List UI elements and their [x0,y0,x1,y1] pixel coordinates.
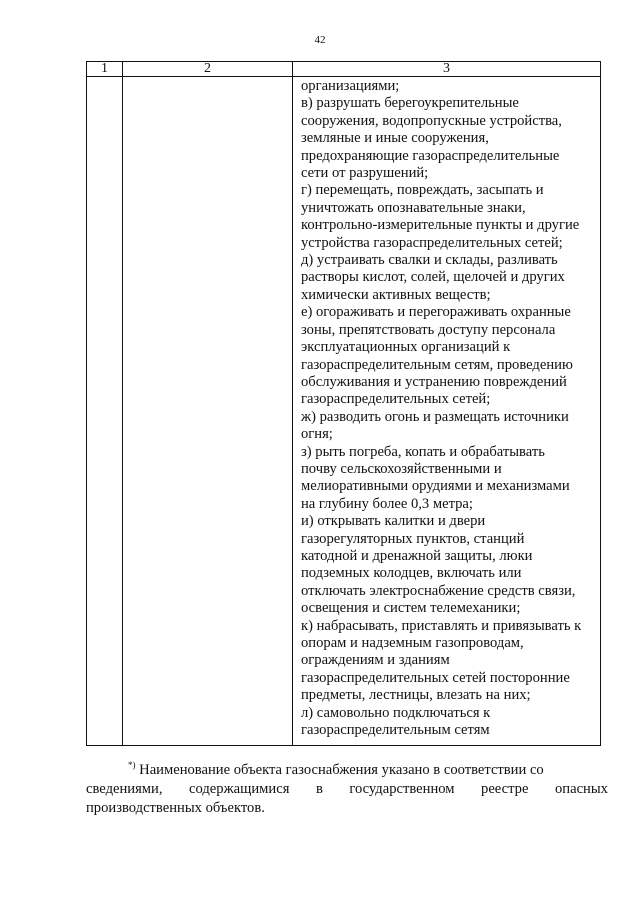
list-item: огня; [301,426,333,443]
list-item: на глубину более 0,3 метра; [301,495,473,512]
column-header-1: 1 [87,62,123,77]
footnote-word: сведениями, [86,781,163,797]
footnote [86,761,608,818]
list-item: эксплуатационных организаций к [301,339,511,356]
list-item: г) перемещать, повреждать, засыпать и [301,182,544,199]
list-item: ж) разводить огонь и размещать источники [301,408,569,425]
list-item: устройства газораспределительных сетей; [301,234,563,251]
list-item: освещения и систем телемеханики; [301,600,521,617]
page-number: 42 [314,34,326,46]
table-row [87,77,601,746]
list-item: сооружения, водопропускные устройства, [301,112,562,129]
list-item: катодной и дренажной защиты, люки [301,547,533,564]
cell-column-1 [87,77,123,746]
list-item: и) открывать калитки и двери [301,513,486,530]
list-item: земляные и иные сооружения, [301,130,489,147]
list-item: опорам и надземным газопроводам, [301,635,524,651]
list-item: растворы кислот, солей, щелочей и других [301,269,565,286]
list-item: к) набрасывать, приставлять и привязывать к [301,617,582,634]
content-table [86,61,601,746]
list-item: газораспределительным сетям, проведению [301,356,573,373]
list-item: предохраняющие газораспределительные [301,147,560,164]
footnote-mark: *) [128,760,136,771]
list-item: обслуживания и устранению повреждений [301,373,567,390]
list-item: почву сельскохозяйственными и [301,460,502,477]
prohibitions-list [293,77,600,739]
footnote-line-2 [86,780,608,799]
footnote-word: государственном [349,781,455,797]
footnote-word: опасных [554,781,608,797]
list-item: уничтожать опознавательные знаки, [301,199,526,216]
footnote-word: содержащимися [189,781,290,797]
column-header-2: 2 [123,62,293,77]
list-item: мелиоративными орудиями и механизмами [301,478,570,495]
list-item: сети от разрушений; [301,165,429,182]
list-item: е) огораживать и перегораживать охранные [301,304,571,321]
list-item: подземных колодцев, включать или [301,565,522,582]
list-item: л) самовольно подключаться к [301,704,491,721]
list-item: ограждениям и зданиям [301,652,450,669]
footnote-line-1 [86,761,608,780]
footnote-word: в [315,781,323,797]
cell-column-3 [293,77,601,746]
list-item: з) рыть погреба, копать и обрабатывать [301,443,545,460]
footnote-line-3: производственных объектов. [86,800,265,816]
list-item: химически активных веществ; [301,286,491,303]
footnote-text-1: Наименование объекта газоснабжения указано в соответствии со [139,762,544,778]
list-item: предметы, лестницы, влезать на них; [301,687,531,704]
list-item: газораспределительных сетей; [301,391,491,408]
list-item: газораспределительных сетей посторонние [301,669,570,686]
column-header-3: 3 [293,62,601,77]
table-header-row [87,62,601,77]
list-item: зоны, препятствовать доступу персонала [301,321,556,338]
list-item: в) разрушать берегоукрепительные [301,95,519,112]
cell-column-2 [123,77,293,746]
list-item: газораспределительным сетям [301,722,490,739]
list-item: организациями; [301,78,400,94]
list-item: газорегуляторных пунктов, станций [301,530,525,547]
list-item: д) устраивать свалки и склады, разливать [301,252,558,269]
list-item: контрольно-измерительные пункты и другие [301,217,580,234]
footnote-word: реестре [481,781,529,797]
list-item: отключать электроснабжение средств связи, [301,582,576,599]
